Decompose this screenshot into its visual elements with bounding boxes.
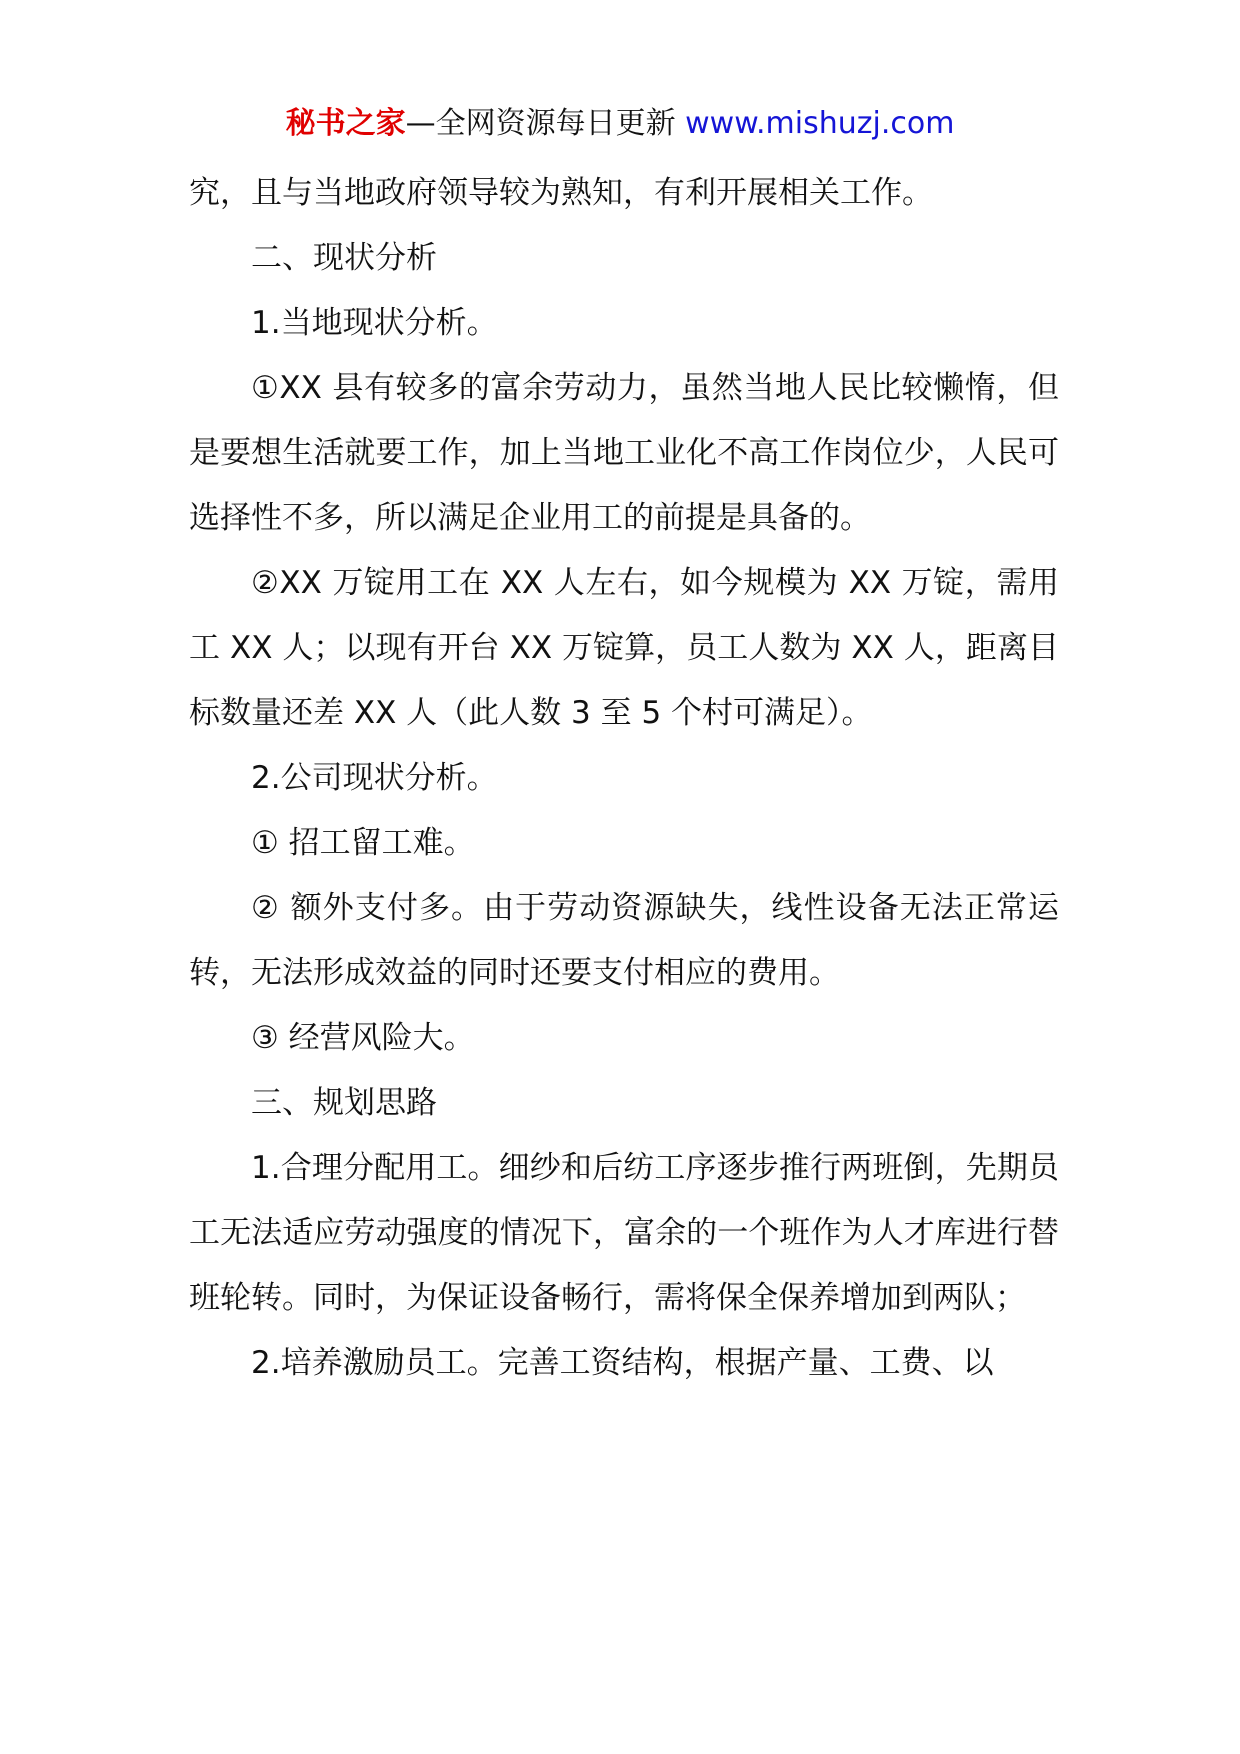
site-url-link[interactable]: www.mishuzj.com — [685, 106, 955, 141]
list-item-extra-payment: ② 额外支付多。由于劳动资源缺失，线性设备无法正常运转，无法形成效益的同时还要支付相应的费用。 — [189, 890, 1059, 991]
paragraph-labor-requirement: ②XX 万锭用工在 XX 人左右，如今规模为 XX 万锭，需用工 XX 人；以现有开台 XX 万锭算，员工人数为 XX 人，距离目标数量还差 XX 人（此人数 3 至 5 个村可满足）。 — [189, 565, 1059, 731]
site-header — [0, 104, 1240, 144]
list-item-recruitment: ① 招工留工难。 — [251, 825, 475, 861]
paragraph-continuation: 究，且与当地政府领导较为熟知，有利开展相关工作。 — [189, 175, 933, 211]
paragraph-labor-surplus: ①XX 县有较多的富余劳动力，虽然当地人民比较懒惰，但是要想生活就要工作，加上当地工业化不高工作岗位少，人民可选择性不多，所以满足企业用工的前提是具备的。 — [189, 370, 1059, 536]
subheading-local-status: 1.当地现状分析。 — [251, 305, 498, 341]
subheading-company-status: 2.公司现状分析。 — [251, 760, 498, 796]
brand-name: 秘书之家 — [285, 106, 406, 141]
section-heading-planning: 三、规划思路 — [251, 1085, 437, 1121]
list-item-business-risk: ③ 经营风险大。 — [251, 1020, 475, 1056]
header-slogan: —全网资源每日更新 — [405, 106, 676, 141]
paragraph-staff-incentive: 2.培养激励员工。完善工资结构，根据产量、工费、以 — [251, 1345, 994, 1381]
section-heading-status-analysis: 二、现状分析 — [251, 240, 437, 276]
document-body — [189, 161, 1059, 1396]
paragraph-labor-allocation: 1.合理分配用工。细纱和后纺工序逐步推行两班倒，先期员工无法适应劳动强度的情况下，富余的一个班作为人才库进行替班轮转。同时，为保证设备畅行，需将保全保养增加到两队； — [189, 1150, 1059, 1316]
